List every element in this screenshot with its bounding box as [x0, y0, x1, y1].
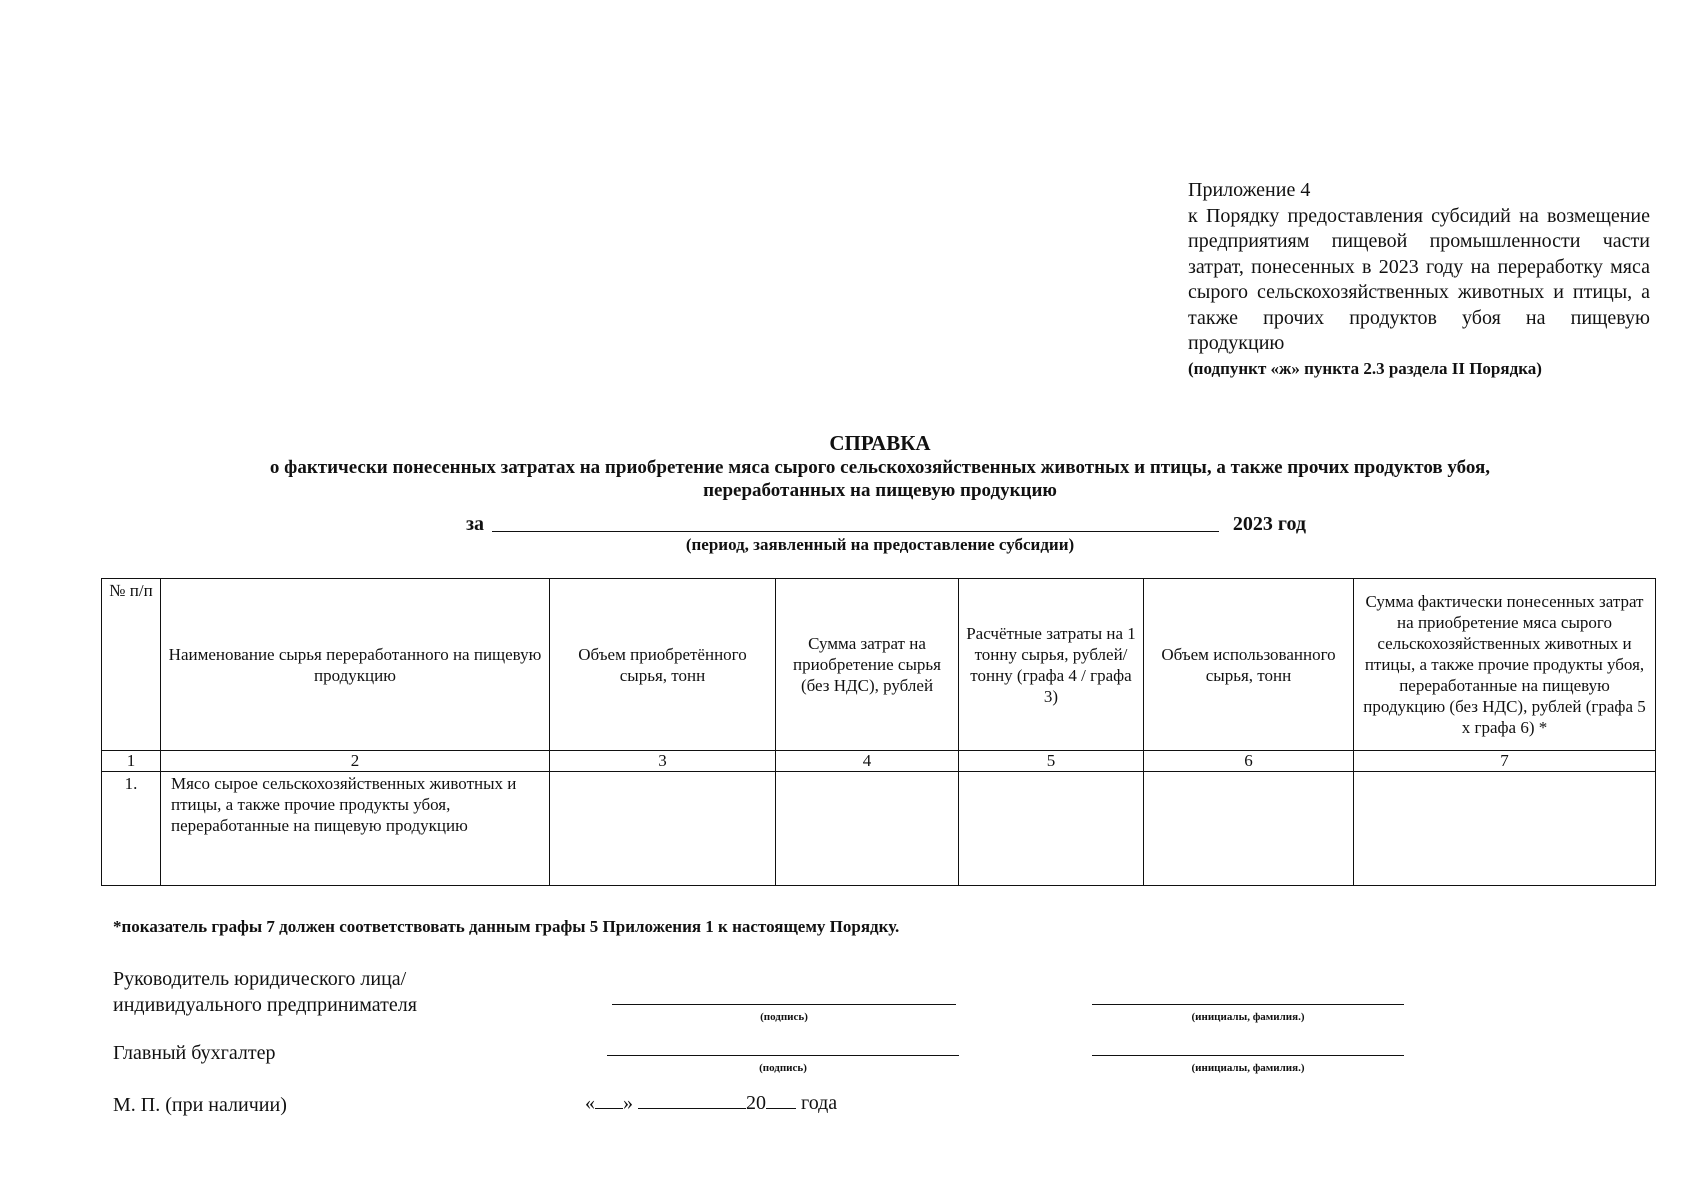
row-volume-used-cell[interactable] [1144, 772, 1354, 886]
column-number: 2 [161, 751, 550, 772]
date-line [585, 1090, 837, 1115]
head-name-line[interactable] [1092, 1004, 1404, 1005]
head-name-caption: (инициалы, фамилия.) [1191, 1011, 1305, 1023]
accountant-label: Главный бухгалтер [113, 1042, 276, 1064]
header-cell-cost-per-ton: Расчётные затраты на 1 тонну сырья, рублей/тонну (графа 4 / графа 3) [959, 579, 1144, 751]
date-year-field[interactable] [766, 1090, 796, 1109]
header-cell-actual-cost: Сумма фактически понесенных затрат на приобретение мяса сырого сельскохозяйственных животных и птицы, а также прочие продукты убоя, переработанные на пищевую продукцию (без НДС), рублей (графа 5 х графа 6) * [1354, 579, 1656, 751]
period-year: 2023 год [1232, 513, 1306, 535]
head-signature-caption: (подпись) [760, 1011, 808, 1023]
column-number: 1 [102, 751, 161, 772]
annex-block [1188, 178, 1650, 381]
table-row [102, 772, 1656, 886]
accountant-name-caption: (инициалы, фамилия.) [1191, 1062, 1305, 1074]
cost-table [101, 578, 1656, 886]
row-name-cell: Мясо сырое сельскохозяйственных животных и птицы, а также прочие продукты убоя, переработанные на пищевую продукцию [161, 772, 550, 886]
column-number: 7 [1354, 751, 1656, 772]
period-blank-field[interactable] [492, 531, 1219, 532]
table-header-row [102, 579, 1656, 751]
document-subtitle-line2: переработанных на пищевую продукцию [703, 480, 1057, 501]
date-day-field[interactable] [595, 1090, 623, 1109]
column-number: 4 [776, 751, 959, 772]
header-cell-cost-sum: Сумма затрат на приобретение сырья (без НДС), рублей [776, 579, 959, 751]
accountant-signature-line[interactable] [607, 1055, 959, 1056]
date-century: 20 [746, 1092, 766, 1114]
head-label-line1: Руководитель юридического лица/ [113, 968, 407, 990]
header-cell-volume-purchased: Объем приобретённого сырья, тонн [550, 579, 776, 751]
head-label [113, 966, 417, 1018]
date-month-field[interactable] [638, 1090, 746, 1109]
document-subtitle-line1: о фактически понесенных затратах на приобретение мяса сырого сельскохозяйственных животных и птицы, а также прочих продуктов убоя, [269, 457, 1491, 478]
row-cost-per-ton-cell[interactable] [959, 772, 1144, 886]
accountant-signature-caption: (подпись) [759, 1062, 807, 1074]
period-caption: (период, заявленный на предоставление субсидии) [685, 535, 1075, 554]
period-prefix: за [466, 513, 485, 535]
column-number: 5 [959, 751, 1144, 772]
annex-body: к Порядку предоставления субсидий на возмещение предприятиям пищевой промышленности части затрат, понесенных в 2023 году на переработку мяса сырого сельскохозяйственных животных и птицы, а также прочих продуктов убоя на пищевую продукцию [1188, 204, 1650, 354]
date-open-quote: « [585, 1092, 595, 1114]
period-line [466, 508, 1306, 536]
document-title: СПРАВКА [829, 431, 931, 455]
footnote: *показатель графы 7 должен соответствовать данным графы 5 Приложения 1 к настоящему Порядку. [113, 917, 900, 936]
header-cell-name: Наименование сырья переработанного на пищевую продукцию [161, 579, 550, 751]
row-num-cell: 1. [102, 772, 161, 886]
accountant-name-line[interactable] [1092, 1055, 1404, 1056]
row-volume-purchased-cell[interactable] [550, 772, 776, 886]
annex-reference: (подпункт «ж» пункта 2.3 раздела II Порядка) [1188, 358, 1542, 378]
date-suffix: года [801, 1092, 838, 1114]
header-cell-volume-used: Объем использованного сырья, тонн [1144, 579, 1354, 751]
annex-heading: Приложение 4 [1188, 179, 1311, 201]
row-cost-sum-cell[interactable] [776, 772, 959, 886]
table-column-numbers-row [102, 751, 1656, 772]
head-signature-line[interactable] [612, 1004, 956, 1005]
head-label-line2: индивидуального предпринимателя [113, 994, 417, 1016]
header-cell-num: № п/п [102, 579, 161, 751]
date-close-quote: » [623, 1092, 633, 1114]
row-actual-cost-cell[interactable] [1354, 772, 1656, 886]
document-title-block [100, 430, 1660, 502]
column-number: 3 [550, 751, 776, 772]
column-number: 6 [1144, 751, 1354, 772]
seal-label: М. П. (при наличии) [113, 1094, 287, 1116]
